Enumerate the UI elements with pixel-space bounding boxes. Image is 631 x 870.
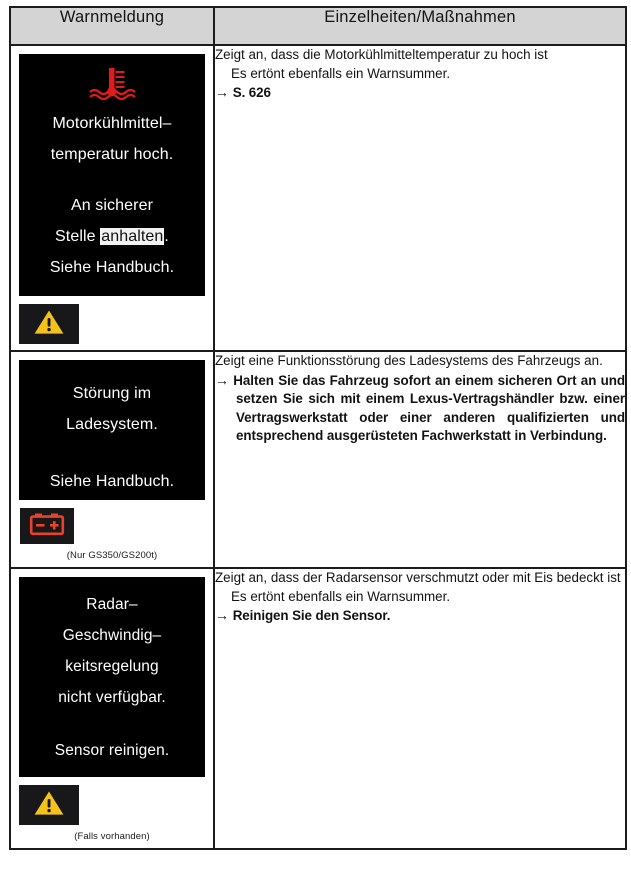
- detail-line-buzzer: Es ertönt ebenfalls ein Warnsummer.: [231, 588, 451, 604]
- display-line: Ladesystem.: [66, 416, 158, 433]
- display-caption: (Nur GS350/GS200t): [66, 550, 158, 561]
- detail-cell: [214, 351, 626, 568]
- display-line: Sensor reinigen.: [54, 742, 170, 759]
- indicator-tile: [20, 508, 74, 544]
- warning-message-cell: [10, 568, 214, 849]
- detail-line-description: Zeigt eine Funktionsstörung des Ladesystems des Fahrzeugs an.: [215, 353, 603, 368]
- warning-message-table: [9, 6, 627, 850]
- table-body: [10, 45, 626, 849]
- message-cell-inner: [11, 46, 213, 350]
- instrument-display-panel: [19, 360, 205, 500]
- display-line-highlighted: [19, 221, 205, 252]
- display-highlight-anhalten: anhalten: [101, 228, 164, 245]
- display-line: nicht verfügbar.: [58, 689, 166, 706]
- message-cell-inner: [11, 569, 213, 848]
- instrument-display-panel: [19, 577, 205, 777]
- display-line-suffix: .: [164, 228, 169, 245]
- display-line: Motorkühlmittel–: [52, 115, 172, 132]
- charging-system-battery-icon: [29, 512, 65, 541]
- detail-line-buzzer: Es ertönt ebenfalls ein Warnsummer.: [231, 65, 451, 81]
- message-cell-inner: [11, 352, 213, 567]
- display-line-spacer: [19, 170, 205, 190]
- detail-action-text: Reinigen Sie den Sensor.: [232, 608, 391, 623]
- indicator-tile: [19, 304, 79, 344]
- display-line-spacer: [19, 440, 205, 466]
- display-line: Störung im: [72, 385, 152, 402]
- display-line: Radar–: [86, 596, 138, 613]
- table-header-row: [10, 7, 626, 45]
- detail-action-reference: [215, 371, 625, 446]
- detail-cell: [214, 568, 626, 849]
- detail-action-text: Halten Sie das Fahrzeug sofort an einem sicheren Ort an und setzen Sie sich mit einem Lexus-Vertragshändler bzw. einer Vertragswerkstatt oder einer anderen qualifizierten und entsprechend ausgerüsteten Fachwerkstatt in Verbindung.: [233, 372, 626, 443]
- warning-message-cell: [10, 351, 214, 568]
- indicator-tile: [19, 785, 79, 825]
- detail-line-description: Zeigt an, dass der Radarsensor verschmutzt oder mit Eis bedeckt ist: [215, 570, 621, 585]
- coolant-temperature-icon: [19, 64, 205, 104]
- table-row: [10, 351, 626, 568]
- detail-action-text: S. 626: [232, 85, 271, 100]
- display-caption: (Falls vorhanden): [74, 831, 150, 842]
- display-line-prefix: Stelle: [55, 228, 101, 245]
- table-header: [10, 7, 626, 45]
- arrow-right-icon: →: [215, 607, 229, 623]
- display-line: Siehe Handbuch.: [49, 259, 175, 276]
- detail-action-reference: [215, 83, 625, 103]
- display-line: keitsregelung: [65, 658, 159, 675]
- display-line: temperatur hoch.: [50, 146, 174, 163]
- master-warning-triangle-icon: [33, 789, 65, 822]
- arrow-right-icon: →: [215, 371, 229, 388]
- detail-line-description: Zeigt an, dass die Motorkühlmitteltemperatur zu hoch ist: [215, 47, 548, 62]
- display-line: Geschwindig–: [62, 627, 162, 644]
- table-row: [10, 568, 626, 849]
- display-line-spacer: [19, 713, 205, 735]
- detail-action-reference: [215, 606, 625, 626]
- instrument-display-panel: [19, 54, 205, 296]
- display-line: Siehe Handbuch.: [49, 473, 175, 490]
- column-header-einzelheiten: Einzelheiten/Maßnahmen: [214, 7, 626, 45]
- warning-message-cell: [10, 45, 214, 351]
- display-line: An sicherer: [70, 197, 154, 214]
- detail-cell: [214, 45, 626, 351]
- master-warning-triangle-icon: [33, 308, 65, 341]
- table-row: [10, 45, 626, 351]
- column-header-warnmeldung: Warnmeldung: [10, 7, 214, 45]
- arrow-right-icon: →: [215, 84, 229, 100]
